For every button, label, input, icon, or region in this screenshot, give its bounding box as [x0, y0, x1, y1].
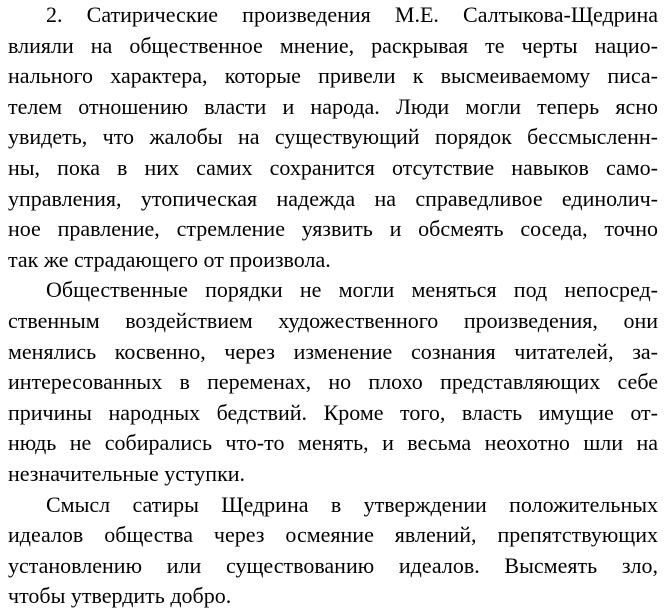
text-line: ное правление, стремление уязвить и обсмеять соседа, точно	[8, 216, 658, 242]
paragraph-2	[8, 275, 658, 489]
text-line: нального характера, которые привели к высмеиваемому писа-	[8, 63, 658, 89]
text-line: нюдь не собирались что-то менять, и весьма неохотно шли на	[8, 430, 658, 456]
text-line: интересованных в переменах, но плохо представляющих себе	[8, 369, 658, 395]
text-line: незначительные уступки.	[8, 460, 246, 486]
text-line: управления, утопическая надежда на справедливое единолич-	[8, 185, 658, 211]
paragraph-3	[8, 490, 658, 612]
text-line: ственным воздействием художественного произведения, они	[8, 307, 658, 333]
text-line: телем отношению власти и народа. Люди могли теперь ясно	[8, 93, 658, 119]
text-line: увидеть, что жалобы на существующий порядок бессмысленн-	[8, 124, 658, 150]
text-line: 2. Сатирические произведения М.Е. Салтыкова-Щедрина	[46, 2, 658, 27]
text-line: менялись косвенно, через изменение сознания читателей, за-	[8, 338, 658, 364]
text-line: установлению или существованию идеалов. Высмеять зло,	[8, 552, 658, 578]
text-line: причины народных бедствий. Кроме того, власть имущие от-	[8, 399, 658, 425]
text-line: идеалов общества через осмеяние явлений, препятствующих	[8, 522, 658, 548]
text-line: влияли на общественное мнение, раскрывая те черты нацио-	[8, 32, 658, 58]
document-text	[8, 0, 658, 612]
text-line: Смысл сатиры Щедрина в утверждении положительных	[46, 491, 658, 517]
text-line: ны, пока в них самих сохранится отсутствие навыков само-	[8, 154, 658, 180]
text-line: Общественные порядки не могли меняться под непосред-	[46, 277, 658, 303]
text-line: так же страдающего от произвола.	[8, 246, 331, 272]
paragraph-1	[8, 0, 658, 275]
text-line: чтобы утвердить добро.	[8, 583, 232, 609]
